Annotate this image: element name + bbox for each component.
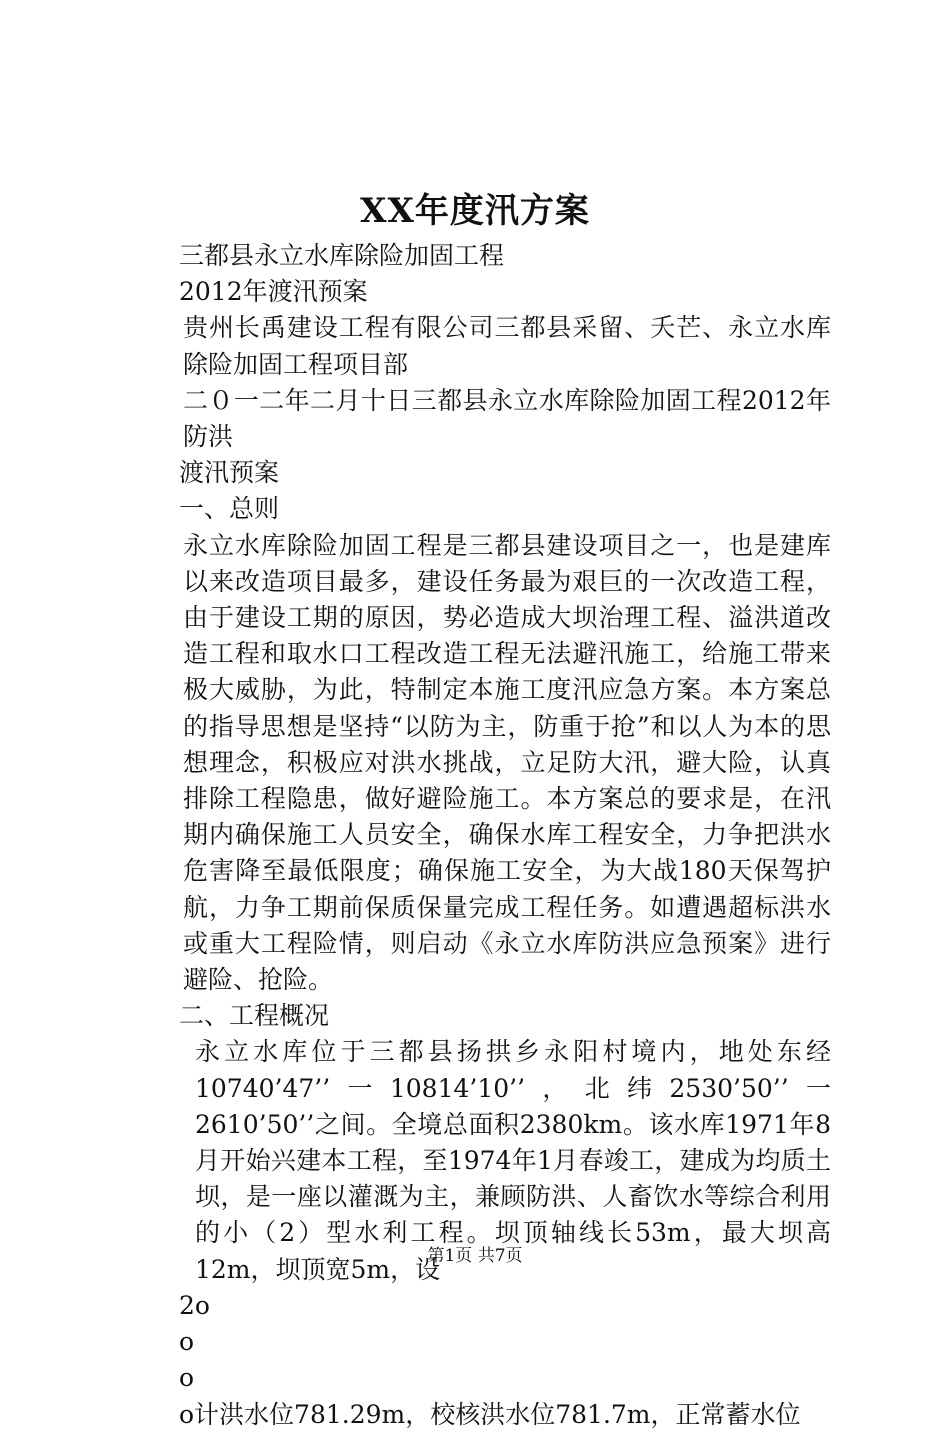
paragraph-water-level: o计洪水位781.29m，校核洪水位781.7m，正常蓄水位 — [179, 1399, 801, 1429]
section-heading-general: 一、总则 — [179, 494, 280, 524]
paragraph-fragment-3: o — [179, 1363, 195, 1393]
document-title: XX年度汛方案 — [360, 191, 590, 231]
paragraph-date: 二０一二年二月十日三都县永立水库除险加固工程2012年防洪 — [183, 385, 831, 452]
paragraph-company: 贵州长禹建设工程有限公司三都县采留、夭芒、永立水库除险加固工程项目部 — [183, 313, 831, 379]
paragraph-plan-year: 2012年渡汛预案 — [179, 277, 368, 307]
paragraph-fragment-2: o — [179, 1327, 195, 1357]
paragraph-overview: 永立水库位于三都县扬拱乡永阳村境内，地处东经10740’47’’一10814’10’’，北纬2530’50’’一2610’50’’之间。全境总面积2380km。该水库1971年8月开始兴建本工程，至1974年1月春竣工，建成为均质土坝，是一座以灌溉为主，兼顾防洪、人畜饮水等综合利用的小（2）型水利工程。坝顶轴线长53m，最大坝高12m，坝顶宽5m，设 — [195, 1037, 831, 1284]
paragraph-project-name: 三都县永立水库除险加固工程 — [179, 241, 505, 270]
paragraph-plan-subtitle: 渡汛预案 — [179, 458, 280, 488]
section-heading-overview: 二、工程概况 — [179, 1001, 330, 1031]
paragraph-fragment-1: 2o — [179, 1290, 210, 1320]
page-number-footer: 第1页 共7页 — [427, 1246, 523, 1266]
paragraph-general-rules: 永立水库除险加固工程是三都县建设项目之一，也是建库以来改造项目最多，建设任务最为艰巨的一次改造工程，由于建设工期的原因，势必造成大坝治理工程、溢洪道改造工程和取水口工程改造工程无法避汛施工，给施工带来极大威胁，为此，特制定本施工度汛应急方案。本方案总的指导思想是坚持“以防为主，防重于抢”和以人为本的思想理念，积极应对洪水挑战，立足防大汛，避大险，认真排除工程隐患，做好避险施工。本方案总的要求是，在汛期内确保施工人员安全，确保水库工程安全，力争把洪水危害降至最低限度；确保施工安全，为大战180天保驾护航，力争工期前保质保量完成工程任务。如遭遇超标洪水或重大工程险情，则启动《永立水库防洪应急预案》进行避险、抢险。 — [183, 530, 831, 995]
